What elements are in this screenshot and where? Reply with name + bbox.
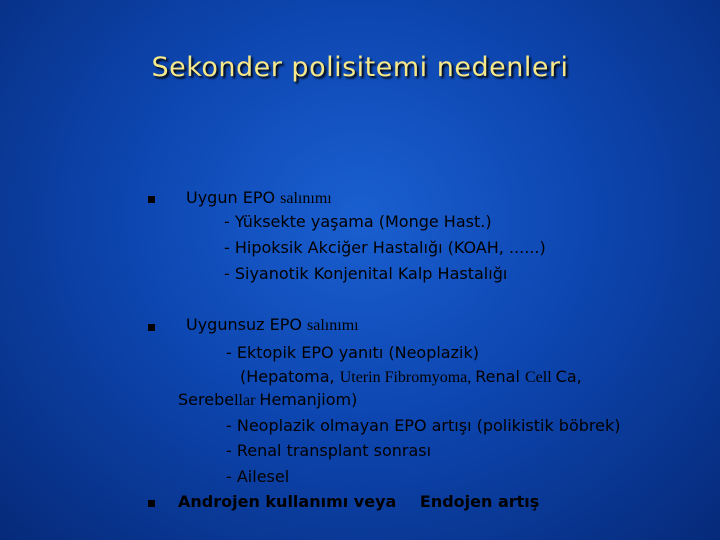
item-2-sub-2e: Ca, (555, 367, 582, 386)
item-2-heading (186, 315, 359, 335)
item-2-sub-3 (178, 390, 357, 410)
item-2-heading-suffix: salınımı (307, 317, 359, 334)
item-1-sub-3: - Siyanotik Konjenital Kalp Hastalığı (224, 264, 508, 283)
item-2-sub-2a: (Hepatoma, (240, 367, 340, 386)
bullet-marker-1 (148, 196, 155, 203)
item-2-sub-1: - Ektopik EPO yanıtı (Neoplazik) (226, 343, 479, 362)
slide-title: Sekonder polisitemi nedenleri (151, 52, 569, 83)
item-2-sub-2 (240, 367, 582, 387)
item-2-heading-main: Uygunsuz EPO (186, 315, 302, 334)
item-2-sub-3a: Serebe (178, 390, 235, 409)
item-2-sub-3c: Hemanjiom) (259, 390, 358, 409)
item-2-sub-2b: Uterin Fibromyoma, (339, 369, 476, 386)
item-1-sub-1: - Yüksekte yaşama (Monge Hast.) (224, 212, 492, 231)
item-2-sub-2c: Renal (475, 367, 525, 386)
item-2-sub-4: - Neoplazik olmayan EPO artışı (polikistik böbrek) (226, 416, 621, 435)
item-3-heading-main: Androjen kullanımı veya (178, 492, 397, 511)
item-3-heading (178, 492, 539, 511)
item-1-sub-2: - Hipoksik Akciğer Hastalığı (KOAH, ......) (224, 238, 546, 257)
item-1-heading (186, 188, 332, 208)
item-1-heading-suffix: salınımı (280, 190, 332, 207)
item-2-sub-5: - Renal transplant sonrası (226, 441, 432, 460)
item-2-sub-2d: Cell (524, 369, 556, 386)
bullet-marker-3 (148, 500, 155, 507)
item-1-heading-main: Uygun EPO (186, 188, 276, 207)
item-3-heading-suffix: Endojen artış (419, 492, 540, 511)
item-2-sub-6: - Ailesel (226, 467, 290, 486)
item-2-sub-3b: llar (234, 392, 260, 409)
bullet-marker-2 (148, 324, 155, 331)
